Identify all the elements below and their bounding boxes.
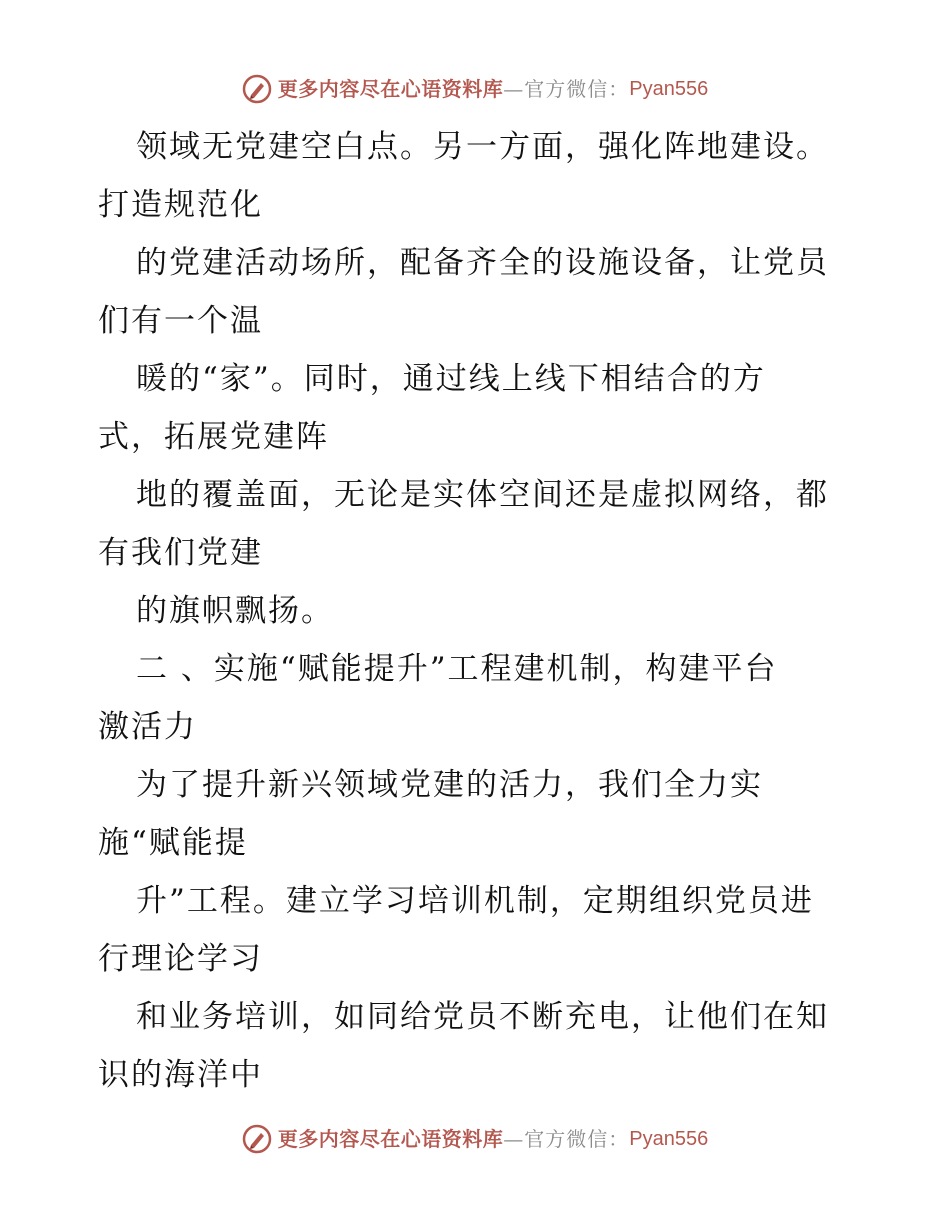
footer-watermark [0, 1124, 950, 1154]
pen-logo-icon [242, 1124, 272, 1154]
text-line: 二 、实施“赋能提升”工程建机制，构建平台 [136, 651, 778, 687]
watermark-dash: — [503, 1127, 525, 1151]
text-line: 领域无党建空白点。另一方面，强化阵地建设。 [136, 129, 829, 165]
watermark-dash: — [503, 77, 525, 101]
watermark-sub-text: 官方微信： [524, 1127, 630, 1151]
text-line: 的旗帜飘扬。 [136, 593, 334, 629]
text-line: 们有一个温 [98, 303, 263, 339]
text-line: 施“赋能提 [98, 825, 248, 861]
watermark-main-text: 更多内容尽在心语资料库 [277, 77, 504, 101]
text-line: 为了提升新兴领域党建的活力，我们全力实 [136, 767, 763, 803]
text-line: 有我们党建 [98, 535, 263, 571]
text-line: 识的海洋中 [98, 1057, 263, 1093]
watermark-id: Pyan556 [629, 1128, 709, 1150]
pen-logo-icon [242, 74, 272, 104]
text-line: 打造规范化 [98, 187, 263, 223]
text-line: 升”工程。建立学习培训机制，定期组织党员进 [136, 883, 814, 919]
text-line: 式，拓展党建阵 [98, 419, 329, 455]
text-line: 行理论学习 [98, 941, 263, 977]
watermark-id: Pyan556 [629, 78, 709, 100]
text-line: 暖的“家”。同时，通过线上线下相结合的方 [136, 361, 766, 397]
watermark-sub-text: 官方微信： [524, 77, 630, 101]
text-line: 地的覆盖面，无论是实体空间还是虚拟网络，都 [136, 477, 829, 513]
text-line: 的党建活动场所，配备齐全的设施设备，让党员 [136, 245, 829, 281]
text-line: 和业务培训，如同给党员不断充电，让他们在知 [136, 999, 829, 1035]
watermark-main-text: 更多内容尽在心语资料库 [277, 1127, 504, 1151]
text-line: 激活力 [98, 709, 197, 745]
header-watermark [0, 74, 950, 104]
document-body [98, 118, 858, 1104]
